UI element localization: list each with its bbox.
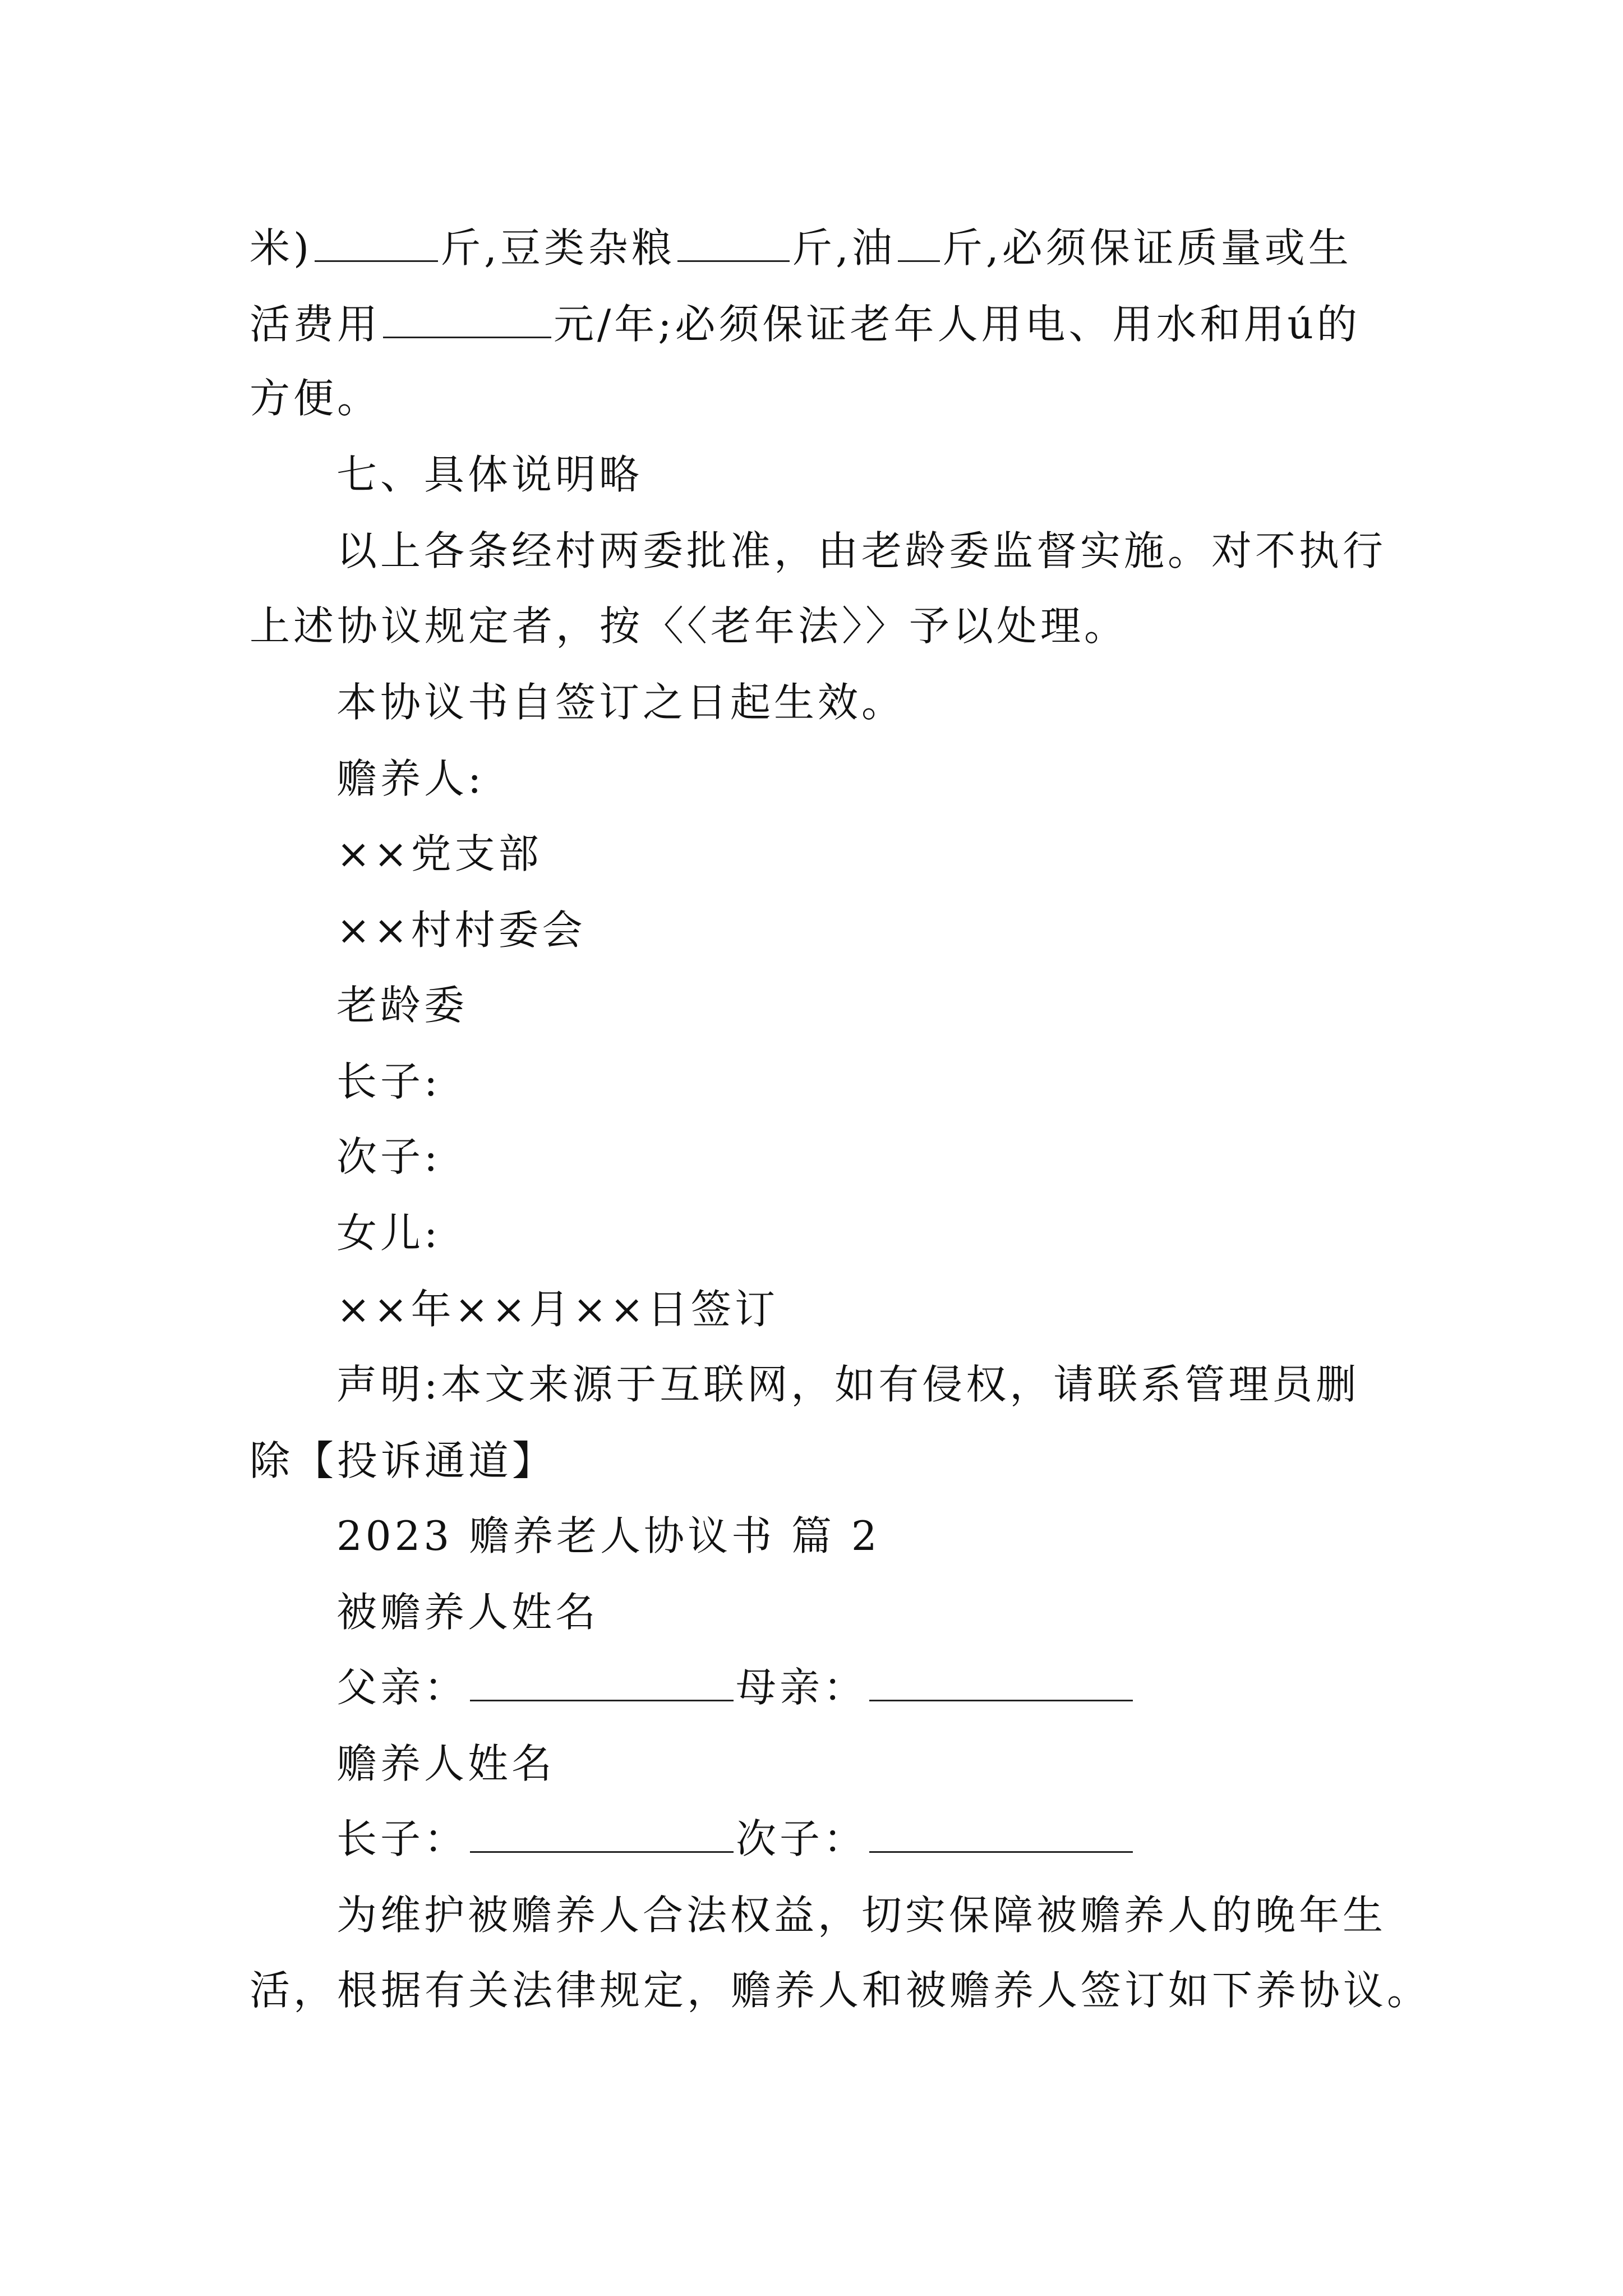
paragraph-line: 为维护被赡养人合法权益，切实保障被赡养人的晚年生 (336, 1892, 1387, 1939)
disclaimer-link[interactable]: 除【投诉通道】 (250, 1437, 556, 1484)
signature-party: 老龄委 (336, 982, 468, 1029)
paragraph-line (250, 296, 1361, 352)
signature-party: ××党支部 (336, 830, 542, 877)
fill-in-blank (898, 226, 940, 262)
paragraph-line: 以上各条经村两委批准，由老龄委监督实施。对不执行 (336, 527, 1387, 574)
field-label: 次子： (736, 1815, 868, 1862)
signature-party: 次子: (336, 1133, 441, 1180)
paragraph-line: 上述协议规定者，按〈〈老年法〉〉予以处理。 (250, 602, 1128, 650)
signature-party: 长子: (336, 1058, 441, 1105)
signature-party: 女儿: (336, 1209, 441, 1257)
paragraph-line: 活，根据有关法律规定，赡养人和被赡养人签订如下养协议。 (250, 1967, 1431, 2014)
text-fragment: 米) (250, 224, 313, 272)
paragraph-line: 本协议书自签订之日起生效。 (336, 679, 906, 726)
field-label: 被赡养人姓名 (336, 1589, 600, 1636)
disclaimer-line: 声明:本文来源于互联网，如有侵权，请联系管理员删 (336, 1361, 1360, 1408)
signature-party: ××村村委会 (336, 907, 586, 954)
second-son-name-field[interactable] (869, 1816, 1133, 1853)
children-fields-line (336, 1811, 1135, 1867)
field-label: 父亲： (336, 1664, 468, 1711)
fill-in-blank (383, 302, 551, 338)
text-fragment: 元/年;必须保证老年人用电、用水和用ú的 (554, 301, 1361, 348)
signature-date: ××年××月××日签订 (336, 1286, 778, 1333)
father-name-field[interactable] (470, 1665, 734, 1701)
fill-in-blank (315, 226, 438, 262)
field-label: 长子： (336, 1815, 468, 1862)
mother-name-field[interactable] (869, 1665, 1133, 1701)
text-fragment: 活费用 (250, 301, 381, 348)
field-label: 赡养人姓名 (336, 1740, 556, 1787)
text-fragment: 斤,豆类杂粮 (440, 224, 675, 272)
eldest-son-name-field[interactable] (470, 1816, 734, 1853)
part-title: 2023 赡养老人协议书 篇 2 (336, 1512, 880, 1559)
paragraph-line (250, 220, 1352, 276)
text-fragment: 斤,油 (791, 224, 896, 272)
signature-label: 赡养人: (336, 755, 485, 802)
field-label: 母亲： (736, 1664, 868, 1711)
parent-fields-line (336, 1659, 1135, 1715)
paragraph-line: 方便。 (250, 375, 381, 422)
section-heading: 七、具体说明略 (336, 451, 643, 498)
text-fragment: 斤,必须保证质量或生 (942, 224, 1352, 272)
fill-in-blank (677, 226, 790, 262)
